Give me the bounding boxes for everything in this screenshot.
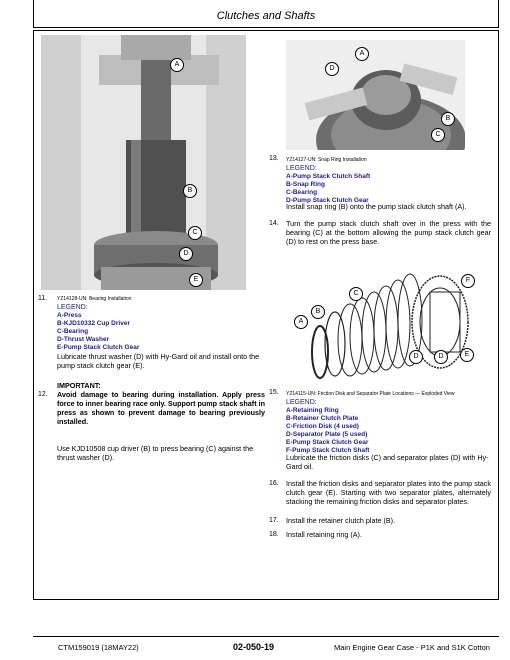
callout-d: D — [325, 62, 339, 76]
callout-a: A — [170, 58, 184, 72]
header-frame — [33, 0, 499, 28]
step-14-text: Turn the pump stack clutch shaft over in the press with the bearing (C) at the bottom allowing the pump stack clutch gear (D) to rest on the press base. — [286, 219, 491, 246]
section-title: Clutches and Shafts — [216, 10, 316, 22]
footer-doc-id: CTM159019 (18MAY22) — [58, 643, 139, 652]
callout-b: B — [441, 112, 455, 126]
step-11-number: 11. — [38, 295, 48, 302]
callout-c: C — [349, 287, 363, 301]
callout-f: F — [461, 274, 475, 288]
step-18-text: Install retaining ring (A). — [286, 530, 362, 539]
step-18-number: 18. — [269, 531, 279, 538]
legend-item: D-Thrust Washer — [57, 336, 110, 343]
callout-a: A — [294, 315, 308, 329]
legend-item: B-Snap Ring — [286, 181, 325, 188]
step-12-text: Use KJD10508 cup driver (B) to press bearing (C) against the thrust washer (D). — [57, 444, 254, 462]
step-17-text: Install the retainer clutch plate (B). — [286, 516, 396, 525]
step-11-legend — [57, 303, 257, 352]
callout-c: C — [188, 226, 202, 240]
legend-item: B-KJD10332 Cup Driver — [57, 320, 130, 327]
legend-item: A-Retaining Ring — [286, 407, 339, 414]
legend-item: A-Press — [57, 312, 82, 319]
step-15-number: 15. — [269, 389, 279, 396]
legend-item: C-Bearing — [57, 328, 89, 335]
step-13-text: Install snap ring (B) onto the pump stack clutch shaft (A). — [286, 202, 467, 211]
step-12-warning: Avoid damage to bearing during installation. Apply press force to inner bearing race only. Support pump stack shaft in press as shown to prevent damage to bearing previously installed. — [57, 390, 265, 426]
legend-item: E-Pump Stack Clutch Gear — [286, 439, 369, 446]
legend-item: C-Bearing — [286, 189, 318, 196]
step-13-caption: YZ14127-UN: Snap Ring Installation — [286, 157, 367, 163]
callout-c: C — [431, 128, 445, 142]
step-15-text: Lubricate the friction disks (C) and separator plates (D) with Hy-Gard oil. — [286, 453, 489, 471]
callout-a: A — [355, 47, 369, 61]
footer-rule — [33, 636, 499, 637]
legend-item: F-Pump Stack Clutch Shaft — [286, 447, 370, 454]
step-15-legend — [286, 398, 486, 455]
clutch-exploded-illustration — [290, 272, 486, 387]
step-14-number: 14. — [269, 220, 279, 227]
step-17-number: 17. — [269, 517, 279, 524]
callout-b: B — [311, 305, 325, 319]
legend-title: LEGEND: — [57, 304, 88, 311]
callout-b: B — [183, 184, 197, 198]
step-11-caption: YZ14128-UN: Bearing Installation — [57, 296, 132, 302]
press-illustration — [41, 35, 246, 290]
bearing-installation-photo — [41, 35, 246, 290]
legend-item: E-Pump Stack Clutch Gear — [57, 344, 140, 351]
step-13-number: 13. — [269, 155, 279, 162]
exploded-view-drawing — [290, 272, 486, 387]
legend-item: B-Retainer Clutch Plate — [286, 415, 359, 422]
callout-e: E — [460, 348, 474, 362]
legend-title: LEGEND: — [286, 165, 317, 172]
legend-item: D-Separator Plate (5 used) — [286, 431, 368, 438]
legend-item: D-Pump Stack Clutch Gear — [286, 197, 369, 204]
step-15-caption: YZ14115-UN: Friction Disk and Separator Plate Locations — Exploded View — [286, 391, 455, 397]
step-13-legend — [286, 164, 486, 205]
important-label: IMPORTANT: — [57, 381, 101, 390]
callout-d: D — [179, 247, 193, 261]
step-16-text: Install the friction disks and separator plates into the pump stack clutch gear (E). Starting with two separator plates, alternately stacking the remaining friction disks and separator plates. — [286, 479, 491, 506]
callout-d: D — [434, 350, 448, 364]
step-11-text: Lubricate thrust washer (D) with Hy-Gard oil and install onto the pump stack clutch gear (E). — [57, 352, 260, 370]
step-12-number: 12. — [38, 391, 48, 398]
legend-title: LEGEND: — [286, 399, 317, 406]
footer-page-number: 02-050-19 — [233, 642, 275, 652]
legend-item: A-Pump Stack Clutch Shaft — [286, 173, 371, 180]
step-16-number: 16. — [269, 480, 279, 487]
footer-section-name: Main Engine Gear Case - P1K and S1K Cotton — [334, 643, 490, 652]
legend-item: C-Friction Disk (4 used) — [286, 423, 359, 430]
callout-d: D — [409, 350, 423, 364]
callout-e: E — [189, 273, 203, 287]
